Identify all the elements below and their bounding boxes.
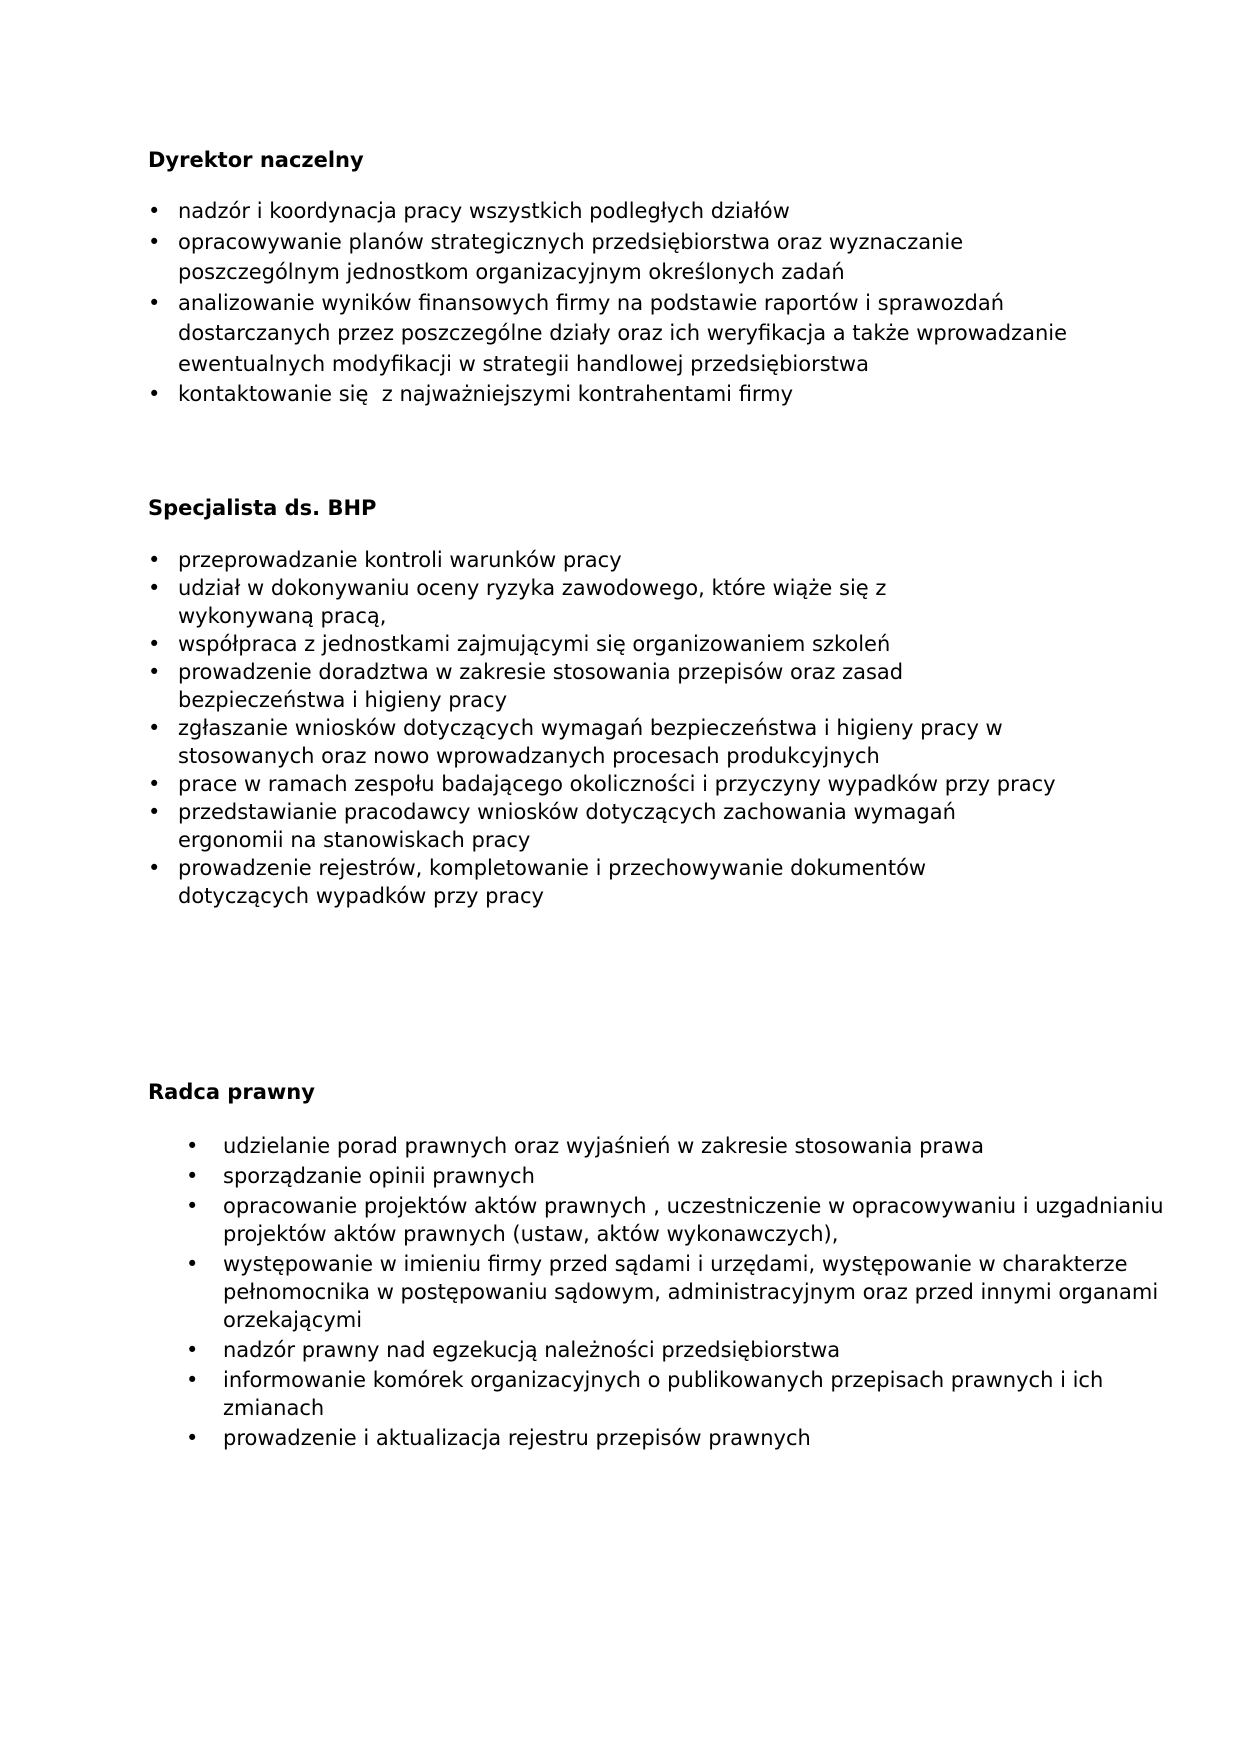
section-heading: Dyrektor naczelny	[148, 148, 364, 172]
list-item-text: opracowywanie planów strategicznych przedsiębiorstwa oraz wyznaczanie poszczególnym jednostkom organizacyjnym określonych zadań	[178, 229, 964, 284]
bullet-icon: •	[148, 716, 161, 740]
bullet-icon: •	[186, 1368, 199, 1392]
list-item	[148, 630, 1108, 658]
list-item	[148, 1424, 1108, 1452]
bullet-icon: •	[186, 1134, 199, 1158]
list-item	[148, 1192, 1183, 1248]
list-item	[148, 379, 1108, 410]
duties-list	[148, 196, 1108, 410]
list-item-text: występowanie w imieniu firmy przed sądami i urzędami, występowanie w charakterze pełnomocnika w postępowaniu sądowym, administracyjnym oraz przed innymi organami orzekającymi	[223, 1252, 1159, 1332]
bullet-icon: •	[148, 576, 161, 600]
list-item-text: analizowanie wyników finansowych firmy na podstawie raportów i sprawozdań dostarczanych przez poszczególne działy oraz ich weryfikacja a także wprowadzanie ewentualnych modyfikacji w strategii handlowej przedsiębiorstwa	[178, 290, 1068, 376]
list-item-text: prowadzenie rejestrów, kompletowanie i przechowywanie dokumentów dotyczących wypadków przy pracy	[178, 856, 927, 908]
list-item	[148, 288, 1113, 380]
bullet-icon: •	[148, 548, 161, 572]
list-item-text: zgłaszanie wniosków dotyczących wymagań bezpieczeństwa i higieny pracy w stosowanych oraz nowo wprowadzanych procesach produkcyjnych	[178, 716, 1003, 768]
bullet-icon: •	[148, 382, 161, 406]
bullet-icon: •	[148, 772, 161, 796]
bullet-icon: •	[148, 856, 161, 880]
list-item-text: przeprowadzanie kontroli warunków pracy	[178, 548, 622, 572]
section-heading: Radca prawny	[148, 1080, 315, 1104]
list-item-text: współpraca z jednostkami zajmującymi się organizowaniem szkoleń	[178, 632, 891, 656]
list-item	[148, 1250, 1168, 1334]
bullet-icon: •	[186, 1164, 199, 1188]
list-item-text: kontaktowanie się z najważniejszymi kontrahentami firmy	[178, 382, 794, 406]
section-dyrektor-naczelny	[148, 146, 1108, 410]
bullet-icon: •	[148, 199, 161, 223]
bullet-icon: •	[186, 1194, 199, 1218]
list-item	[148, 714, 1108, 770]
list-item	[148, 1132, 1108, 1160]
bullet-icon: •	[148, 800, 161, 824]
section-heading: Specjalista ds. BHP	[148, 496, 377, 520]
duties-list	[148, 1132, 1164, 1452]
list-item	[148, 658, 1008, 714]
list-item-text: prowadzenie i aktualizacja rejestru przepisów prawnych	[223, 1426, 811, 1450]
list-item-text: przedstawianie pracodawcy wniosków dotyczących zachowania wymagań ergonomii na stanowiskach pracy	[178, 800, 956, 852]
list-item	[148, 546, 1108, 574]
bullet-icon: •	[148, 660, 161, 684]
list-item-text: sporządzanie opinii prawnych	[223, 1164, 535, 1188]
list-item-text: prowadzenie doradztwa w zakresie stosowania przepisów oraz zasad bezpieczeństwa i higieny pracy	[178, 660, 904, 712]
list-item	[148, 1162, 1108, 1190]
list-item	[148, 574, 998, 630]
section-specjalista-bhp	[148, 494, 1108, 910]
list-item	[148, 854, 1048, 910]
list-item-text: nadzór i koordynacja pracy wszystkich podległych działów	[178, 199, 790, 223]
list-item	[148, 1336, 1108, 1364]
list-item	[148, 196, 1108, 227]
bullet-icon: •	[148, 229, 161, 254]
list-item	[148, 1366, 1123, 1422]
list-item-text: udział w dokonywaniu oceny ryzyka zawodowego, które wiąże się z wykonywaną pracą,	[178, 576, 887, 628]
bullet-icon: •	[148, 632, 161, 656]
list-item-text: informowanie komórek organizacyjnych o publikowanych przepisach prawnych i ich zmianach	[223, 1368, 1104, 1420]
list-item-text: opracowanie projektów aktów prawnych , uczestniczenie w opracowywaniu i uzgadnianiu projektów aktów prawnych (ustaw, aktów wykonawczych),	[223, 1194, 1164, 1246]
list-item-text: nadzór prawny nad egzekucją należności przedsiębiorstwa	[223, 1338, 841, 1362]
duties-list	[148, 546, 1108, 910]
list-item	[148, 770, 1098, 798]
bullet-icon: •	[186, 1426, 199, 1450]
list-item	[148, 798, 1058, 854]
list-item-text: udzielanie porad prawnych oraz wyjaśnień w zakresie stosowania prawa	[223, 1134, 984, 1158]
bullet-icon: •	[186, 1252, 199, 1276]
bullet-icon: •	[186, 1338, 199, 1362]
list-item-text: prace w ramach zespołu badającego okoliczności i przyczyny wypadków przy pracy	[178, 772, 1056, 796]
section-radca-prawny	[148, 1078, 1164, 1454]
bullet-icon: •	[148, 290, 161, 315]
list-item	[148, 227, 998, 288]
